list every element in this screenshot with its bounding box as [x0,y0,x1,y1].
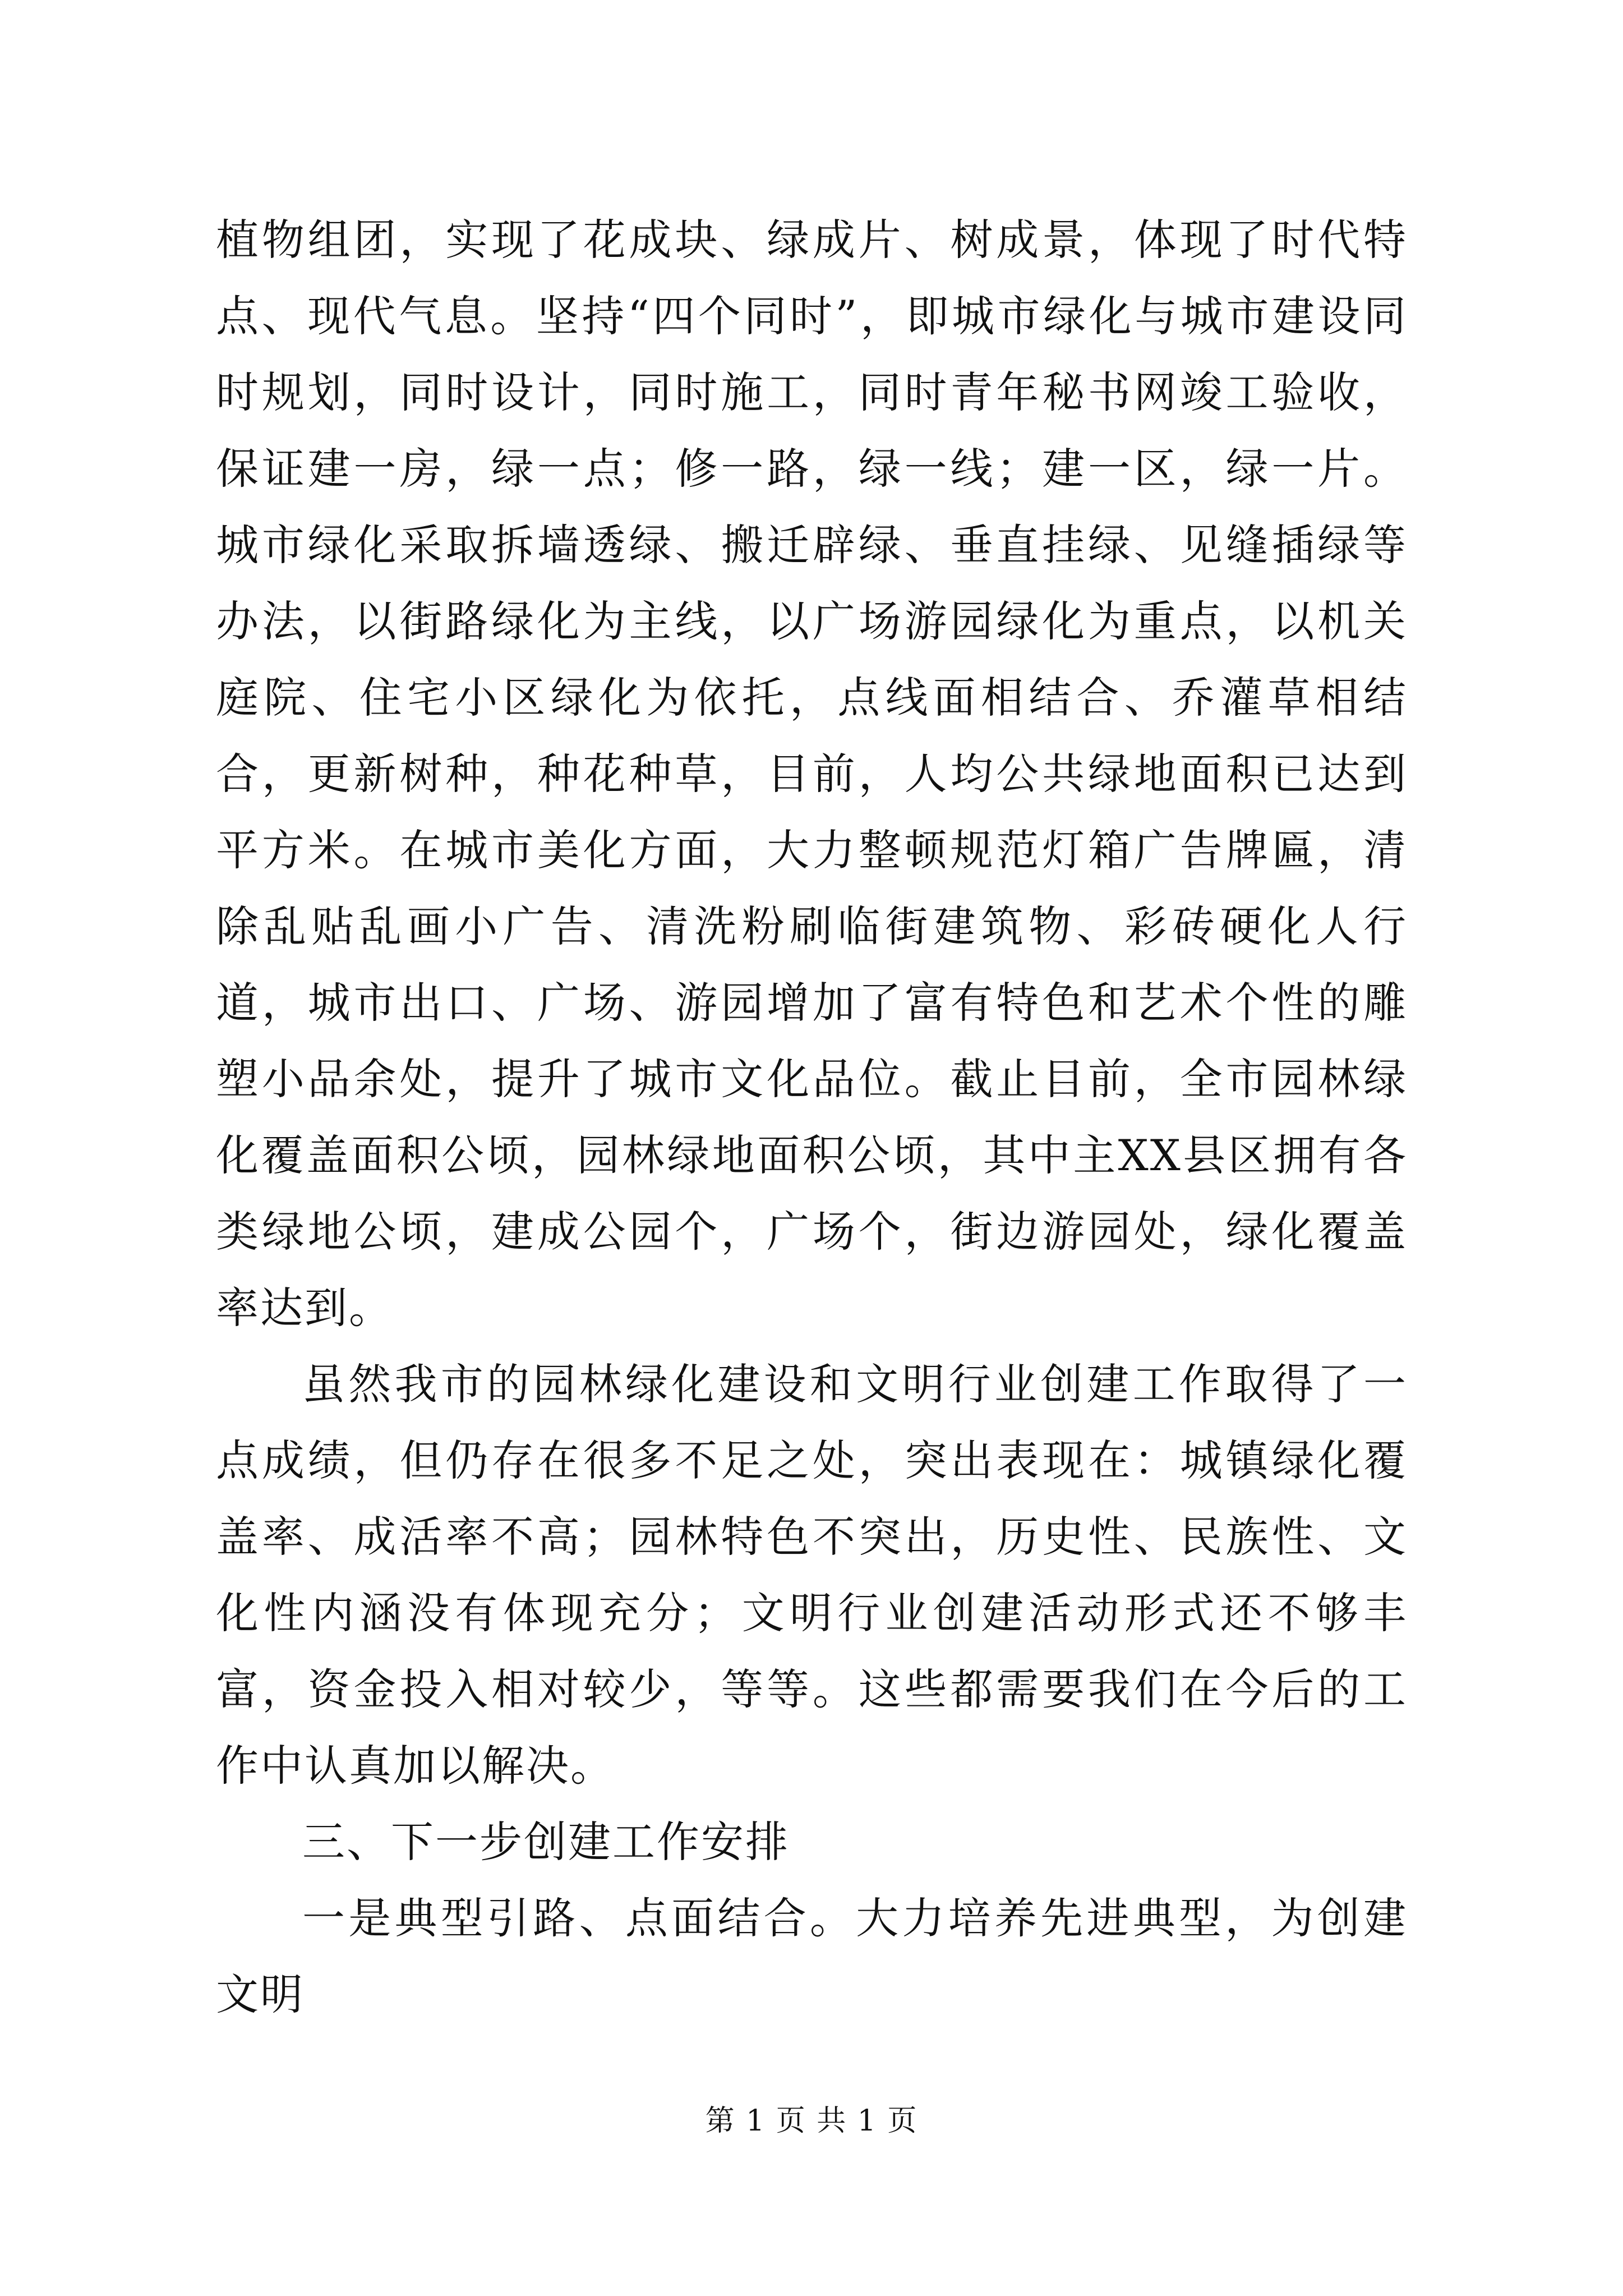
section-heading-next-steps: 三、下一步创建工作安排 [302,1817,790,1867]
page-footer: 第 1 页 共 1 页 [705,2104,918,2138]
paragraph-greening-achievements: 植物组团，实现了花成块、绿成片、树成景，体现了时代特点、现代气息。坚持“四个同时”，即城市绿化与城市建设同时规划，同时设计，同时施工，同时青年秘书网竣工验收，保证建一房，绿一点；修一路，绿一线；建一区，绿一片。城市绿化采取拆墙透绿、搬迁辟绿、垂直挂绿、见缝插绿等办法，以街路绿化为主线，以广场游园绿化为重点，以机关庭院、住宅小区绿化为依托，点线面相结合、乔灌草相结合，更新树种，种花种草，目前，人均公共绿地面积已达到平方米。在城市美化方面，大力整顿规范灯箱广告牌匾，清除乱贴乱画小广告、清洗粉刷临街建筑物、彩砖硬化人行道，城市出口、广场、游园增加了富有特色和艺术个性的雕塑小品余处，提升了城市文化品位。截止目前，全市园林绿化覆盖面积公顷，园林绿地面积公顷，其中主XX县区拥有各类绿地公顷，建成公园个，广场个，街边游园处，绿化覆盖率达到。 [216,215,1408,1333]
paragraph-shortcomings: 虽然我市的园林绿化建设和文明行业创建工作取得了一点成绩，但仍存在很多不足之处，突出表现在：城镇绿化覆盖率、成活率不高；园林特色不突出，历史性、民族性、文化性内涵没有体现充分；文明行业创建活动形式还不够丰富，资金投入相对较少，等等。这些都需要我们在今后的工作中认真加以解决。 [216,1359,1408,1791]
paragraph-typical-guidance: 一是典型引路、点面结合。大力培养先进典型，为创建文明 [216,1893,1408,2019]
document-body [216,202,1408,2033]
